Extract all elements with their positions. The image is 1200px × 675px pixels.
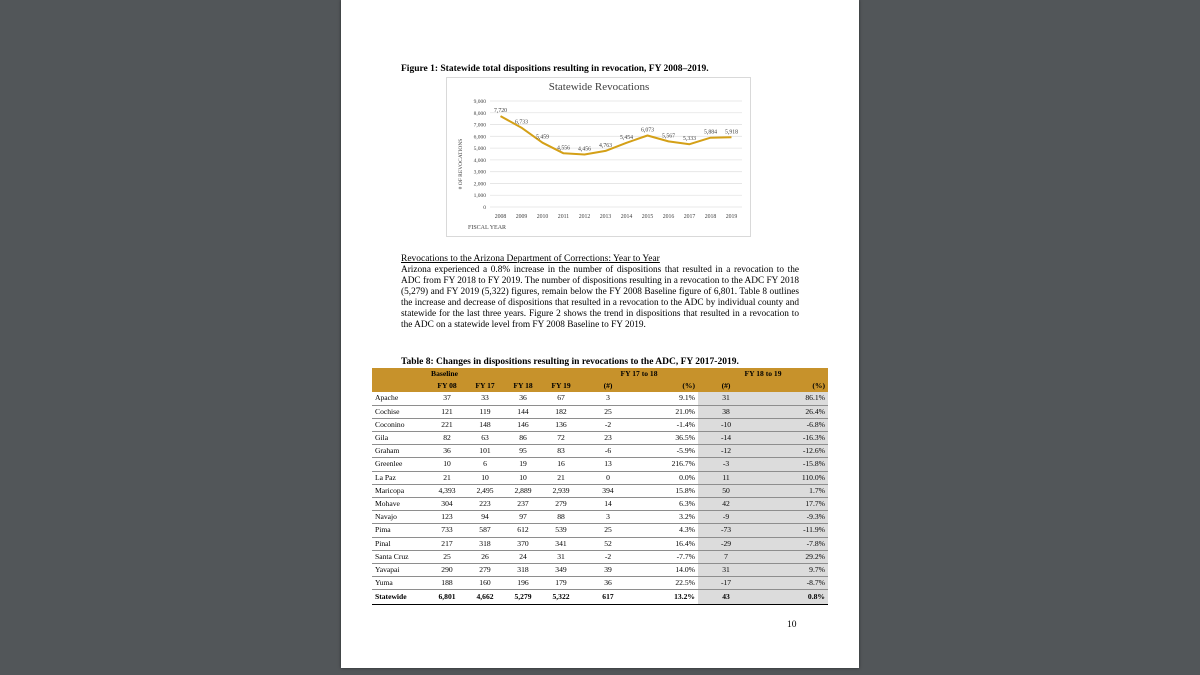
table-cell: 7 bbox=[698, 550, 754, 563]
table-cell: -8.7% bbox=[754, 577, 828, 590]
data-label: 5,884 bbox=[703, 129, 718, 136]
table-row bbox=[372, 484, 828, 497]
table-row bbox=[372, 458, 828, 471]
table-cell: 36 bbox=[428, 445, 466, 458]
table-cell: 146 bbox=[504, 418, 542, 431]
table-cell: 2,939 bbox=[542, 484, 580, 497]
table-cell: -11.9% bbox=[754, 524, 828, 537]
table-cell: 31 bbox=[542, 550, 580, 563]
table-cell: 617 bbox=[580, 590, 636, 605]
x-tick-label: 2017 bbox=[683, 214, 696, 220]
table-cell: 97 bbox=[504, 511, 542, 524]
county-name: Maricopa bbox=[372, 484, 428, 497]
table-cell: 123 bbox=[428, 511, 466, 524]
table-cell: 39 bbox=[580, 564, 636, 577]
group-header-fy17-18: FY 17 to 18 bbox=[580, 368, 698, 380]
table-cell: 14.0% bbox=[636, 564, 698, 577]
county-name: Graham bbox=[372, 445, 428, 458]
table-cell: -17 bbox=[698, 577, 754, 590]
table-cell: 10 bbox=[504, 471, 542, 484]
county-name: Yavapai bbox=[372, 564, 428, 577]
table-cell: -16.3% bbox=[754, 432, 828, 445]
table-cell: 21.0% bbox=[636, 405, 698, 418]
section-heading: Revocations to the Arizona Department of Corrections: Year to Year bbox=[401, 254, 660, 264]
x-tick-label: 2008 bbox=[494, 214, 507, 220]
table-cell: 160 bbox=[466, 577, 504, 590]
table-cell: -14 bbox=[698, 432, 754, 445]
table-cell: 10 bbox=[428, 458, 466, 471]
table-cell: 23 bbox=[580, 432, 636, 445]
table-cell: 0.0% bbox=[636, 471, 698, 484]
table-cell: 136 bbox=[542, 418, 580, 431]
table-cell: 179 bbox=[542, 577, 580, 590]
column-header: (#) bbox=[580, 380, 636, 392]
dispositions-table bbox=[372, 368, 828, 605]
table-cell: 318 bbox=[466, 537, 504, 550]
table-cell: -6 bbox=[580, 445, 636, 458]
county-name: Pima bbox=[372, 524, 428, 537]
table-body bbox=[372, 392, 828, 605]
table-cell: 4,662 bbox=[466, 590, 504, 605]
table-row bbox=[372, 550, 828, 563]
table-row bbox=[372, 445, 828, 458]
table-cell: 5,322 bbox=[542, 590, 580, 605]
table-cell: 26 bbox=[466, 550, 504, 563]
page-number: 10 bbox=[787, 620, 797, 630]
table-cell: 63 bbox=[466, 432, 504, 445]
table-cell: 38 bbox=[698, 405, 754, 418]
county-name: Coconino bbox=[372, 418, 428, 431]
table-cell: 3 bbox=[580, 511, 636, 524]
table-cell: 16.4% bbox=[636, 537, 698, 550]
table-cell: 144 bbox=[504, 405, 542, 418]
table-cell: 86.1% bbox=[754, 392, 828, 405]
table-cell: 2,889 bbox=[504, 484, 542, 497]
table-cell: 148 bbox=[466, 418, 504, 431]
figure-caption: Figure 1: Statewide total dispositions resulting in revocation, FY 2008–2019. bbox=[401, 64, 709, 74]
table-cell: 279 bbox=[466, 564, 504, 577]
table-cell: 16 bbox=[542, 458, 580, 471]
table-cell: 24 bbox=[504, 550, 542, 563]
table-cell: 182 bbox=[542, 405, 580, 418]
table-cell: 22.5% bbox=[636, 577, 698, 590]
x-tick-label: 2012 bbox=[578, 214, 591, 220]
y-tick-label: 4,000 bbox=[473, 157, 486, 164]
table-cell: 13 bbox=[580, 458, 636, 471]
county-name: Mohave bbox=[372, 498, 428, 511]
table-cell: -12.6% bbox=[754, 445, 828, 458]
table-cell: 733 bbox=[428, 524, 466, 537]
table-cell: 539 bbox=[542, 524, 580, 537]
table-cell: -12 bbox=[698, 445, 754, 458]
table-cell: -9 bbox=[698, 511, 754, 524]
table-cell: 52 bbox=[580, 537, 636, 550]
chart-x-axis-label: FISCAL YEAR bbox=[468, 225, 507, 231]
county-name: Pinal bbox=[372, 537, 428, 550]
table-cell: 31 bbox=[698, 392, 754, 405]
table-cell: 33 bbox=[466, 392, 504, 405]
table-cell: 37 bbox=[428, 392, 466, 405]
table-cell: 72 bbox=[542, 432, 580, 445]
table-cell: 587 bbox=[466, 524, 504, 537]
data-label: 5,333 bbox=[682, 136, 697, 143]
table-row bbox=[372, 498, 828, 511]
table-cell: 217 bbox=[428, 537, 466, 550]
column-header: FY 18 bbox=[504, 380, 542, 392]
group-header-baseline: Baseline bbox=[428, 368, 466, 380]
y-tick-label: 9,000 bbox=[473, 99, 486, 105]
table-cell: 394 bbox=[580, 484, 636, 497]
y-tick-label: 5,000 bbox=[473, 146, 486, 153]
data-label: 5,454 bbox=[619, 134, 634, 141]
table-cell: 36 bbox=[580, 577, 636, 590]
table-column-header-row bbox=[372, 380, 828, 392]
table-row bbox=[372, 432, 828, 445]
table-cell: 43 bbox=[698, 590, 754, 605]
table-row bbox=[372, 524, 828, 537]
revocations-line-chart bbox=[446, 77, 751, 237]
table-row bbox=[372, 577, 828, 590]
table-row bbox=[372, 564, 828, 577]
table-cell: 318 bbox=[504, 564, 542, 577]
table-cell: 36.5% bbox=[636, 432, 698, 445]
table-row bbox=[372, 511, 828, 524]
table-cell: 196 bbox=[504, 577, 542, 590]
table-cell: 279 bbox=[542, 498, 580, 511]
x-tick-label: 2019 bbox=[725, 214, 738, 220]
table-cell: 237 bbox=[504, 498, 542, 511]
table-cell: 31 bbox=[698, 564, 754, 577]
data-label: 5,918 bbox=[724, 129, 739, 136]
table-cell: 290 bbox=[428, 564, 466, 577]
table-cell: 3.2% bbox=[636, 511, 698, 524]
table-cell: 10 bbox=[466, 471, 504, 484]
column-header: (%) bbox=[754, 380, 828, 392]
table-cell: 19 bbox=[504, 458, 542, 471]
x-tick-label: 2009 bbox=[515, 214, 528, 220]
y-tick-label: 8,000 bbox=[473, 110, 486, 117]
table-cell: 0 bbox=[580, 471, 636, 484]
table-cell: -6.8% bbox=[754, 418, 828, 431]
data-label: 4,456 bbox=[577, 146, 592, 153]
table-cell: -5.9% bbox=[636, 445, 698, 458]
table-cell: 119 bbox=[466, 405, 504, 418]
column-header: FY 17 bbox=[466, 380, 504, 392]
data-label: 5,459 bbox=[535, 134, 550, 141]
document-page bbox=[341, 0, 859, 668]
chart-y-axis-label: # OF REVOCATIONS bbox=[458, 138, 464, 190]
table-cell: 6.3% bbox=[636, 498, 698, 511]
table-cell: -29 bbox=[698, 537, 754, 550]
y-tick-label: 6,000 bbox=[473, 134, 486, 141]
x-tick-label: 2010 bbox=[536, 214, 549, 220]
table-cell: 25 bbox=[428, 550, 466, 563]
table-cell: 223 bbox=[466, 498, 504, 511]
table-cell: 110.0% bbox=[754, 471, 828, 484]
county-name: Apache bbox=[372, 392, 428, 405]
table-cell: 15.8% bbox=[636, 484, 698, 497]
table-cell: 5,279 bbox=[504, 590, 542, 605]
total-label: Statewide bbox=[372, 590, 428, 605]
x-tick-label: 2013 bbox=[599, 214, 612, 220]
table-cell: 21 bbox=[542, 471, 580, 484]
column-header: (#) bbox=[698, 380, 754, 392]
x-tick-label: 2016 bbox=[662, 214, 675, 220]
table-cell: 4.3% bbox=[636, 524, 698, 537]
column-header: FY 08 bbox=[428, 380, 466, 392]
county-name: Greenlee bbox=[372, 458, 428, 471]
table-group-header-row bbox=[372, 368, 828, 380]
table-cell: 4,393 bbox=[428, 484, 466, 497]
table-cell: 221 bbox=[428, 418, 466, 431]
table-cell: 26.4% bbox=[754, 405, 828, 418]
table-cell: -7.8% bbox=[754, 537, 828, 550]
table-cell: 83 bbox=[542, 445, 580, 458]
table-cell: -2 bbox=[580, 418, 636, 431]
y-tick-label: 0 bbox=[483, 205, 486, 211]
y-tick-label: 1,000 bbox=[473, 193, 486, 200]
data-label: 5,567 bbox=[661, 133, 676, 140]
table-cell: 95 bbox=[504, 445, 542, 458]
chart-title: Statewide Revocations bbox=[548, 81, 650, 93]
table-cell: 2,495 bbox=[466, 484, 504, 497]
table-cell: -3 bbox=[698, 458, 754, 471]
table-cell: 86 bbox=[504, 432, 542, 445]
table-cell: 6,801 bbox=[428, 590, 466, 605]
county-name: La Paz bbox=[372, 471, 428, 484]
table-cell: 11 bbox=[698, 471, 754, 484]
table-cell: 29.2% bbox=[754, 550, 828, 563]
table-total-row bbox=[372, 590, 828, 605]
table-cell: 3 bbox=[580, 392, 636, 405]
table-cell: 341 bbox=[542, 537, 580, 550]
county-name: Santa Cruz bbox=[372, 550, 428, 563]
data-label: 7,720 bbox=[493, 108, 508, 115]
x-tick-label: 2018 bbox=[704, 214, 717, 220]
table-cell: 50 bbox=[698, 484, 754, 497]
table-cell: -1.4% bbox=[636, 418, 698, 431]
group-header-fy18-19: FY 18 to 19 bbox=[698, 368, 828, 380]
table-row bbox=[372, 471, 828, 484]
table-title: Table 8: Changes in dispositions resulting in revocations to the ADC, FY 2017-2019. bbox=[401, 357, 739, 367]
table-cell: 36 bbox=[504, 392, 542, 405]
table-cell: 1.7% bbox=[754, 484, 828, 497]
data-label: 4,556 bbox=[556, 145, 571, 152]
table-row bbox=[372, 418, 828, 431]
data-label: 6,733 bbox=[514, 119, 529, 126]
table-row bbox=[372, 392, 828, 405]
column-header: FY 19 bbox=[542, 380, 580, 392]
table-cell: -73 bbox=[698, 524, 754, 537]
table-cell: 94 bbox=[466, 511, 504, 524]
table-cell: 304 bbox=[428, 498, 466, 511]
table-cell: 25 bbox=[580, 405, 636, 418]
table-cell: 612 bbox=[504, 524, 542, 537]
table-cell: 13.2% bbox=[636, 590, 698, 605]
table-cell: -9.3% bbox=[754, 511, 828, 524]
x-tick-label: 2011 bbox=[557, 214, 570, 220]
table-cell: 121 bbox=[428, 405, 466, 418]
table-cell: -10 bbox=[698, 418, 754, 431]
table-cell: -7.7% bbox=[636, 550, 698, 563]
table-cell: 82 bbox=[428, 432, 466, 445]
table-cell: 349 bbox=[542, 564, 580, 577]
table-cell: 14 bbox=[580, 498, 636, 511]
county-name: Gila bbox=[372, 432, 428, 445]
table-cell: 42 bbox=[698, 498, 754, 511]
table-row bbox=[372, 405, 828, 418]
table-cell: 0.8% bbox=[754, 590, 828, 605]
table-cell: 25 bbox=[580, 524, 636, 537]
chart-canvas bbox=[446, 77, 751, 237]
column-header: (%) bbox=[636, 380, 698, 392]
table-cell: -15.8% bbox=[754, 458, 828, 471]
y-tick-label: 3,000 bbox=[473, 169, 486, 176]
table-cell: 101 bbox=[466, 445, 504, 458]
table-cell: 88 bbox=[542, 511, 580, 524]
table-cell: 188 bbox=[428, 577, 466, 590]
body-paragraph: Arizona experienced a 0.8% increase in the number of dispositions that resulted in a revocation to the ADC from FY 2018 to FY 2019. The number of dispositions resulting in a revocation to the ADC FY 2018 (5,279) and FY 2019 (5,322) figures, remain below the FY 2008 Baseline figure of 6,801. Table 8 outlines the increase and decrease of dispositions that resulted in a revocation to the ADC by individual county and statewide for the last three years. Figure 2 shows the trend in dispositions that resulted in a revocation to the ADC on a statewide level from FY 2008 Baseline to FY 2019. bbox=[401, 265, 799, 330]
table-cell: 67 bbox=[542, 392, 580, 405]
x-tick-label: 2015 bbox=[641, 214, 654, 220]
table-cell: 6 bbox=[466, 458, 504, 471]
table-row bbox=[372, 537, 828, 550]
table-cell: 9.7% bbox=[754, 564, 828, 577]
x-tick-label: 2014 bbox=[620, 214, 633, 220]
table-cell: 17.7% bbox=[754, 498, 828, 511]
y-tick-label: 7,000 bbox=[473, 122, 486, 129]
county-name: Cochise bbox=[372, 405, 428, 418]
table-cell: 21 bbox=[428, 471, 466, 484]
county-name: Yuma bbox=[372, 577, 428, 590]
table-cell: 216.7% bbox=[636, 458, 698, 471]
data-label: 6,073 bbox=[640, 127, 655, 134]
table-cell: 9.1% bbox=[636, 392, 698, 405]
table-cell: 370 bbox=[504, 537, 542, 550]
table-cell: -2 bbox=[580, 550, 636, 563]
data-label: 4,763 bbox=[598, 142, 613, 149]
county-name: Navajo bbox=[372, 511, 428, 524]
y-tick-label: 2,000 bbox=[473, 181, 486, 188]
